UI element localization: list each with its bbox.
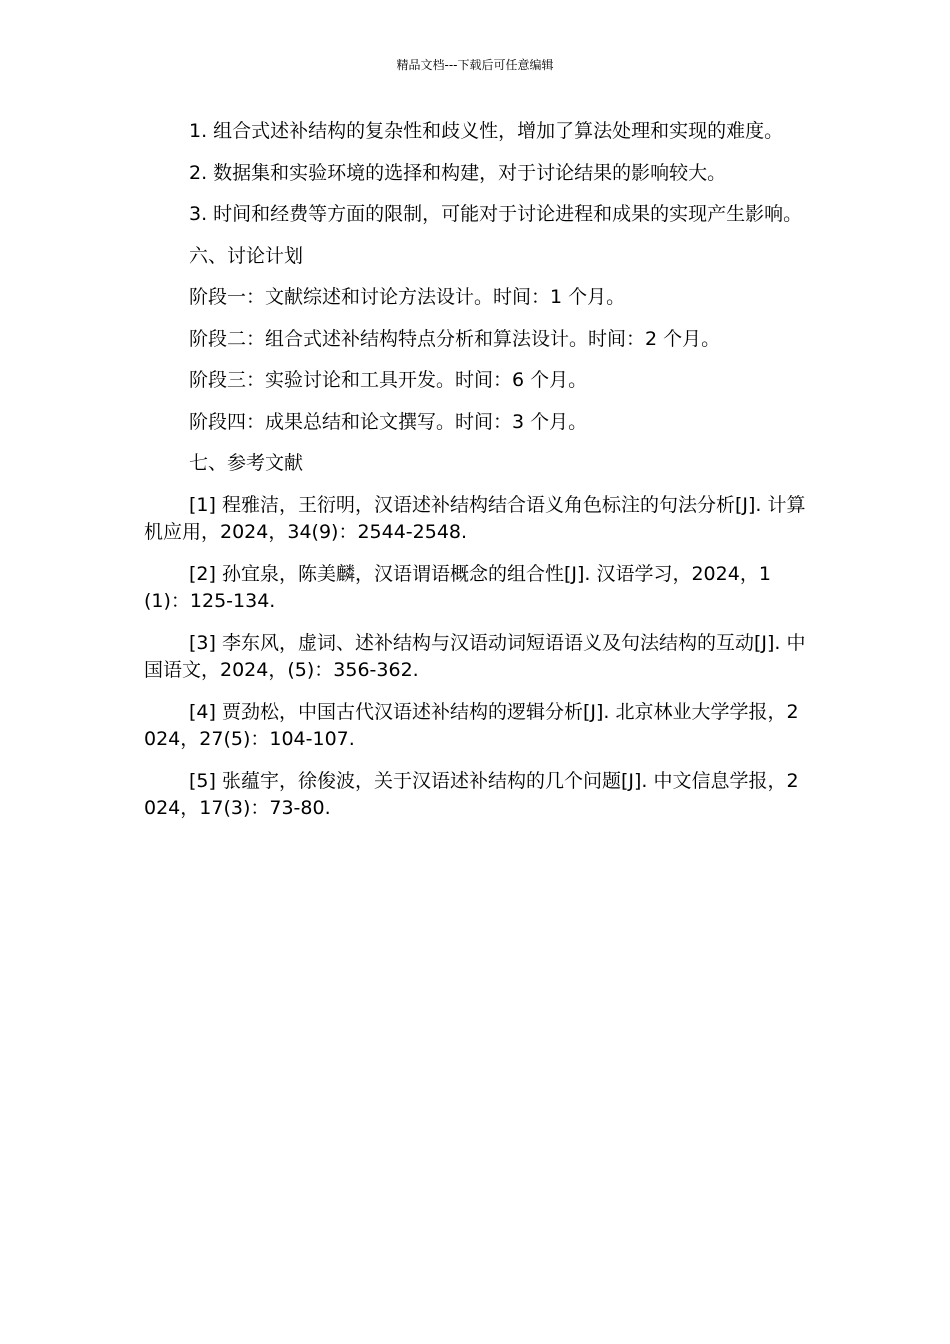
issue-item-3: 3. 时间和经费等方面的限制，可能对于讨论进程和成果的实现产生影响。	[189, 203, 803, 225]
plan-heading: 六、讨论计划	[189, 244, 304, 267]
reference-item-4: [4] 贾劲松，中国古代汉语述补结构的逻辑分析[J]. 北京林业大学学报，2024，27(5)：104-107.	[144, 700, 799, 750]
plan-stage-3: 阶段三：实验讨论和工具开发。时间：6 个月。	[189, 369, 588, 391]
issue-item-2: 2. 数据集和实验环境的选择和构建，对于讨论结果的影响较大。	[189, 161, 727, 184]
reference-item-1: [1] 程雅洁，王衍明，汉语述补结构结合语义角色标注的句法分析[J]. 计算机应用，2024，34(9)：2544-2548.	[144, 493, 806, 543]
reference-item-5: [5] 张蕴宇，徐俊波，关于汉语述补结构的几个问题[J]. 中文信息学报，2024，17(3)：73-80.	[144, 769, 799, 819]
reference-item-2: [2] 孙宜泉，陈美麟，汉语谓语概念的组合性[J]. 汉语学习，2024，1(1)：125-134.	[144, 562, 771, 612]
plan-stage-2: 阶段二：组合式述补结构特点分析和算法设计。时间：2 个月。	[189, 327, 721, 350]
document-body	[144, 118, 808, 837]
plan-stage-1: 阶段一：文献综述和讨论方法设计。时间：1 个月。	[189, 286, 626, 308]
references-heading: 七、参考文献	[189, 452, 304, 474]
page-header: 精品文档---下载后可任意编辑	[396, 58, 554, 72]
plan-stage-4: 阶段四：成果总结和论文撰写。时间：3 个月。	[189, 410, 588, 433]
reference-item-3: [3] 李东风，虚词、述补结构与汉语动词短语语义及句法结构的互动[J]. 中国语文，2024，(5)：356-362.	[144, 631, 806, 681]
issue-item-1: 1. 组合式述补结构的复杂性和歧义性，增加了算法处理和实现的难度。	[189, 120, 784, 142]
